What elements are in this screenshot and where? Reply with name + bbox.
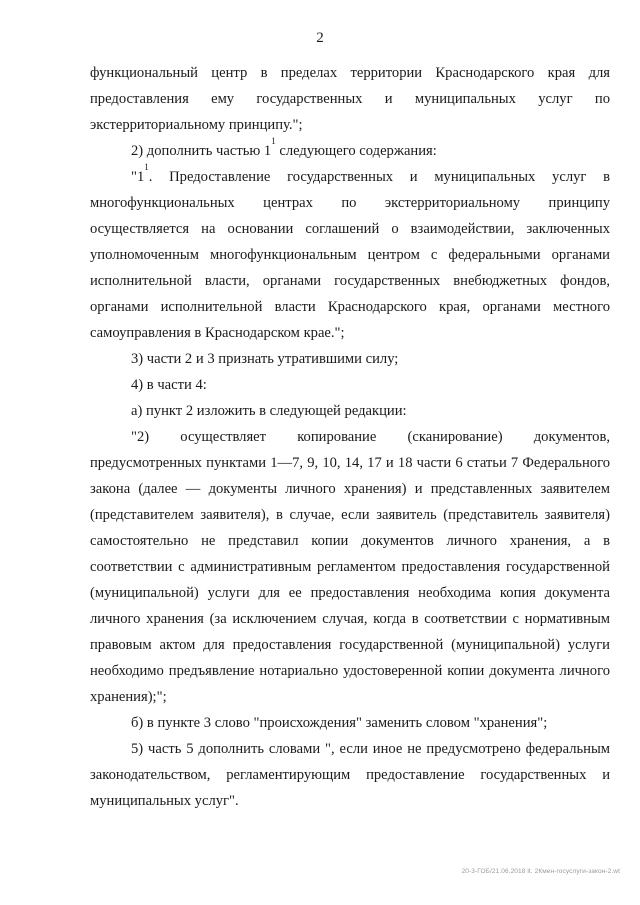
paragraph-clause-2: "2) осуществляет копирование (сканирование) документов, предусмотренных пунктами 1—7, 9, 10, 14, 17 и 18 части 6 статьи 7 Федерального закона (далее — документы личного хранения) и представленных заявителем (представителем заявителя), в случае, если заявитель (представитель заявителя) самостоятельно не представил копии документов личного хранения, а в соответствии с административным регламентом предоставления государственной (муниципальной) услуги для ее предоставления необходима копия документа личного хранения (за исключением случая, когда в соответствии с нормативным правовым актом для предоставления государственной (муниципальной) услуги необходимо предъявление нотариально удостоверенной копии документа личного хранения);"; <box>90 429 610 705</box>
paragraph-subitem-a: а) пункт 2 изложить в следующей редакции: <box>131 403 407 419</box>
paragraph-part-1-1-head: "1 <box>131 169 145 185</box>
footer-document-code: 20-3-ГОБ/21.06.2018 lt. 2Кмен-госуслуги-закон-2.wt <box>461 868 620 875</box>
paragraph-part-1-1-text: . Предоставление государственных и муниципальных услуг в многофункциональных центрах по экстерриториальному принципу осуществляется на основании соглашений о взаимодействии, заключенных уполномоченным многофункциональным центром с федеральными органами исполнительной власти, органами государственных внебюджетных фондов, органами исполнительной власти Краснодарского края, органами местного самоуправления в Краснодарском крае."; <box>90 169 610 341</box>
superscript-index: 1 <box>271 136 276 146</box>
paragraph-item-2-tail: следующего содержания: <box>275 143 437 159</box>
paragraph-item-5: 5) часть 5 дополнить словами ", если иное не предусмотрено федеральным законодательством, регламентирующим предоставление государственных и муниципальных услуг". <box>90 741 610 809</box>
superscript-index: 1 <box>144 162 149 172</box>
paragraph-subitem-b: б) в пункте 3 слово "происхождения" заменить словом "хранения"; <box>131 715 548 731</box>
paragraph-continuation: функциональный центр в пределах территории Краснодарского края для предоставления ему государственных и муниципальных услуг по экстерриториальному принципу."; <box>90 65 610 133</box>
paragraph-item-3: 3) части 2 и 3 признать утратившими силу; <box>131 351 399 367</box>
paragraph-item-4: 4) в части 4: <box>131 377 207 393</box>
paragraph-item-2 <box>90 138 610 164</box>
document-body <box>90 60 610 814</box>
page-number: 2 <box>316 30 324 46</box>
paragraph-item-2-text: 2) дополнить частью 1 <box>131 143 272 159</box>
paragraph-part-1-1 <box>90 164 610 346</box>
